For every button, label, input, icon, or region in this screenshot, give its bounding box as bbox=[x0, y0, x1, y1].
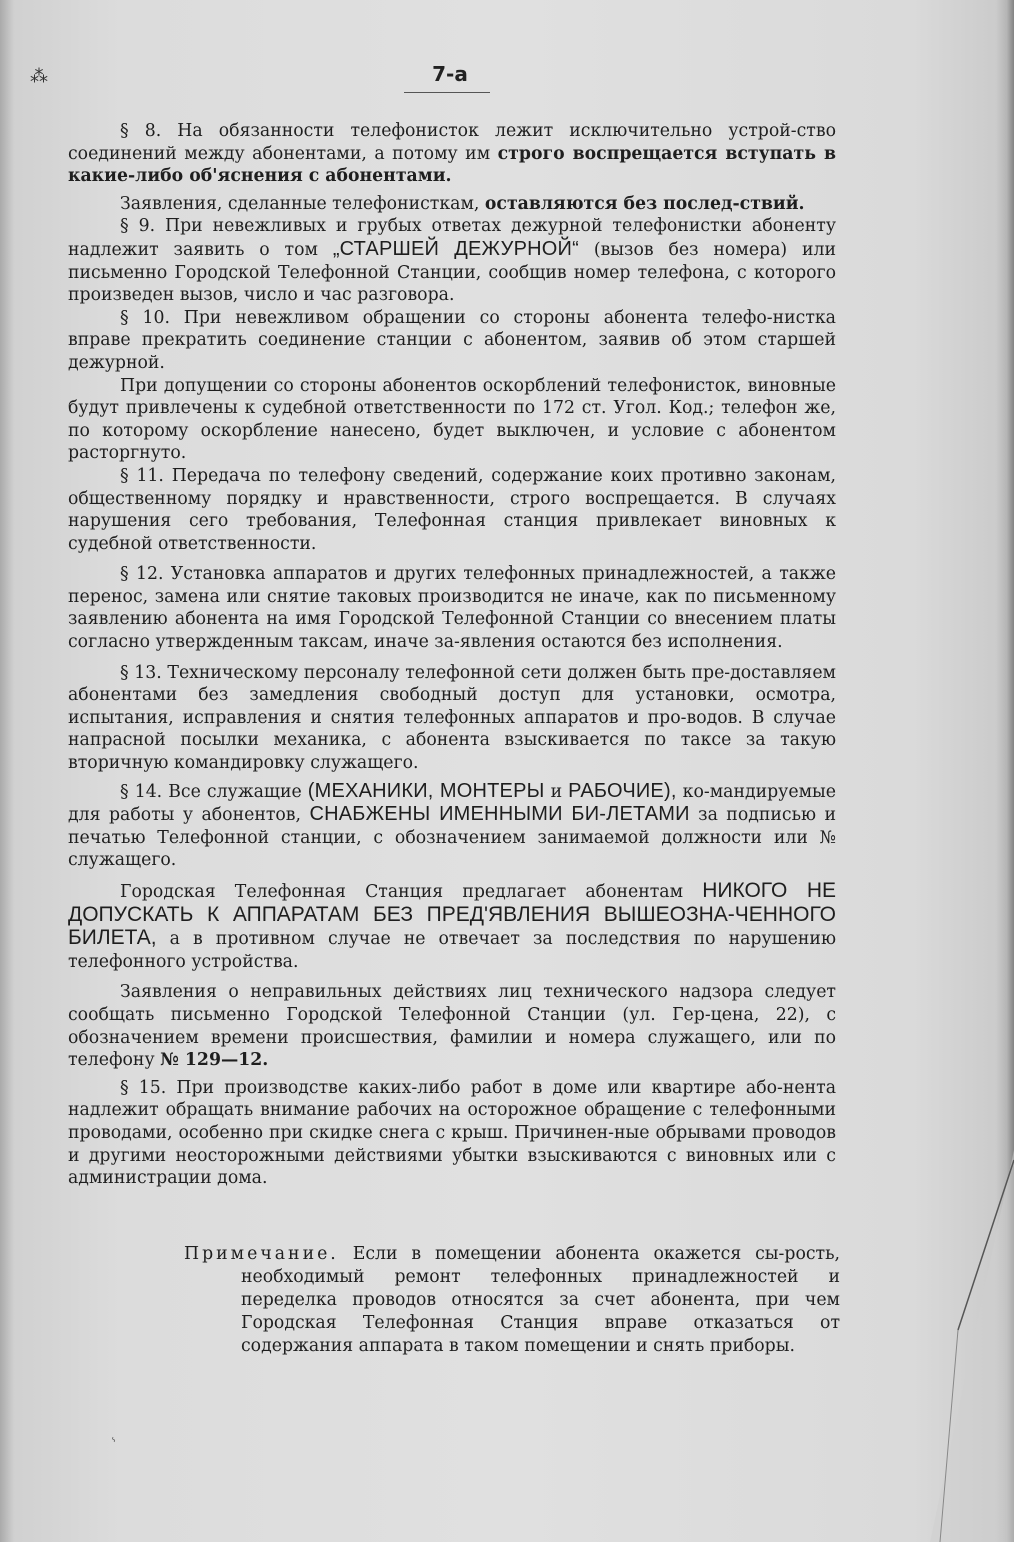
emphasis-bold: оставляются без послед-ствий. bbox=[484, 193, 805, 214]
page-number-underline bbox=[404, 92, 490, 93]
emphasis-bold: строго воспрещается вступать в какие-либо об'яснения с абонентами. bbox=[68, 143, 836, 187]
section-13: § 13. Техническому персоналу телефонной сети должен быть пре-доставляем абонентами без замедления свободный доступ для установки, осмотра, испытания, исправления и снятия телефонных аппаратов и про-водов. В случае напрасной посылки механика, с абонента взыскивается по таксе за такую вторичную командировку служащего. bbox=[68, 662, 836, 774]
caps-phrase: СНАБЖЕНЫ ИМЕННЫМИ БИ-ЛЕТАМИ bbox=[309, 803, 690, 826]
section-11: § 11. Передача по телефону сведений, содержание коих противно законам, общественному порядку и нравственности, строго воспрещается. В случаях нарушения сего требования, Телефонная станция привлекает виновных к судебной ответственности. bbox=[68, 465, 836, 554]
section-12: § 12. Установка аппаратов и других телефонных принадлежностей, а также перенос, замена или снятие таковых производится не иначе, как по письменному заявлению абонента на имя Городской Телефонной Станции со внесением платы согласно утвержденным таксам, иначе за-явления остаются без исполнения. bbox=[68, 564, 836, 653]
document-body bbox=[68, 120, 836, 1190]
section-14-ticket-notice: Городская Телефонная Станция предлагает абонентам НИКОГО НЕ ДОПУСКАТЬ К АППАРАТАМ БЕЗ ПРЕД'ЯВЛЕНИЯ ВЫШЕОЗНА-ЧЕННОГО БИЛЕТА, а в противном случае не отвечает за последствия по нарушению телефонного устройства. bbox=[68, 879, 836, 972]
note-text: Если в помещении абонента окажется сы-рость, необходимый ремонт телефонных принадлежностей и переделка проводов относятся за счет абонента, при чем Городская Телефонная Станция вправе отказаться от содержания аппарата в таком помещении и снять приборы. bbox=[241, 1244, 840, 1356]
section-8-continued: Заявления, сделанные телефонисткам, оставляются без послед-ствий. bbox=[120, 193, 805, 214]
section-8: § 8. На обязанности телефонисток лежит исключительно устрой-ство соединений между абонентами, а потому им строго воспрещается вступать в какие-либо об'яснения с абонентами. bbox=[68, 121, 836, 187]
phone-number: № 129—12. bbox=[160, 1050, 269, 1071]
caps-phrase: НИКОГО НЕ ДОПУСКАТЬ К АППАРАТАМ БЕЗ ПРЕД'ЯВЛЕНИЯ ВЫШЕОЗНА-ЧЕННОГО БИЛЕТА, bbox=[68, 879, 836, 950]
page-shadow-right bbox=[996, 0, 1014, 1542]
page-number: 7-а bbox=[432, 62, 468, 86]
section-10: § 10. При невежливом обращении со стороны абонента телефо-нистка вправе прекратить соединение станции с абонентом, заявив об этом старшей дежурной. bbox=[68, 307, 836, 373]
section-14-complaints: Заявления о неправильных действиях лиц технического надзора следует сообщать письменно Городской Телефонной Станции (ул. Гер-цена, 22), с обозначением времени происшествия, фамилии и номера служащего, или по телефону № 129—12. bbox=[68, 982, 836, 1071]
note-label: Примечание. bbox=[184, 1244, 339, 1264]
section-9: § 9. При невежливых и грубых ответах дежурной телефонистки абоненту надлежит заявить о том „СТАРШЕЙ ДЕЖУРНОЙ“ (вызов без номера) или письменно Городской Телефонной Станции, сообщив номер телефона, с которого произведен вызов, число и час разговора. bbox=[68, 216, 837, 306]
caps-phrase: РАБОЧИЕ), bbox=[568, 779, 677, 802]
footnote-remark bbox=[184, 1243, 840, 1358]
ink-speck: ⸯ bbox=[109, 1436, 125, 1455]
section-14: § 14. Все служащие (МЕХАНИКИ, МОНТЕРЫ и РАБОЧИЕ), ко-мандируемые для работы у абонентов, СНАБЖЕНЫ ИМЕННЫМИ БИ-ЛЕТАМИ за подписью и печатью Телефонной станции, с обозначением занимаемой должности или № служащего. bbox=[68, 779, 836, 871]
caps-phrase: „СТАРШЕЙ ДЕЖУРНОЙ“ bbox=[332, 237, 579, 260]
page-shadow-left bbox=[0, 0, 14, 1542]
corner-ink-mark: ⁂ bbox=[30, 66, 48, 87]
section-10-continued: При допущении со стороны абонентов оскорблений телефонисток, виновные будут привлечены к судебной ответственности по 172 ст. Угол. Код.; телефон же, по которому оскорбление нанесено, будет выключен, и условие с абонентом расторгнуто. bbox=[68, 375, 836, 464]
caps-phrase: (МЕХАНИКИ, МОНТЕРЫ bbox=[307, 779, 545, 802]
section-15: § 15. При производстве каких-либо работ в доме или квартире або-нента надлежит обращать внимание рабочих на осторожное обращение с телефонными проводами, особенно при скидке снега с крыш. Причинен-ные обрывами проводов и другими неосторожными действиями убытки взыскиваются с виновных или с администрации дома. bbox=[68, 1077, 836, 1189]
